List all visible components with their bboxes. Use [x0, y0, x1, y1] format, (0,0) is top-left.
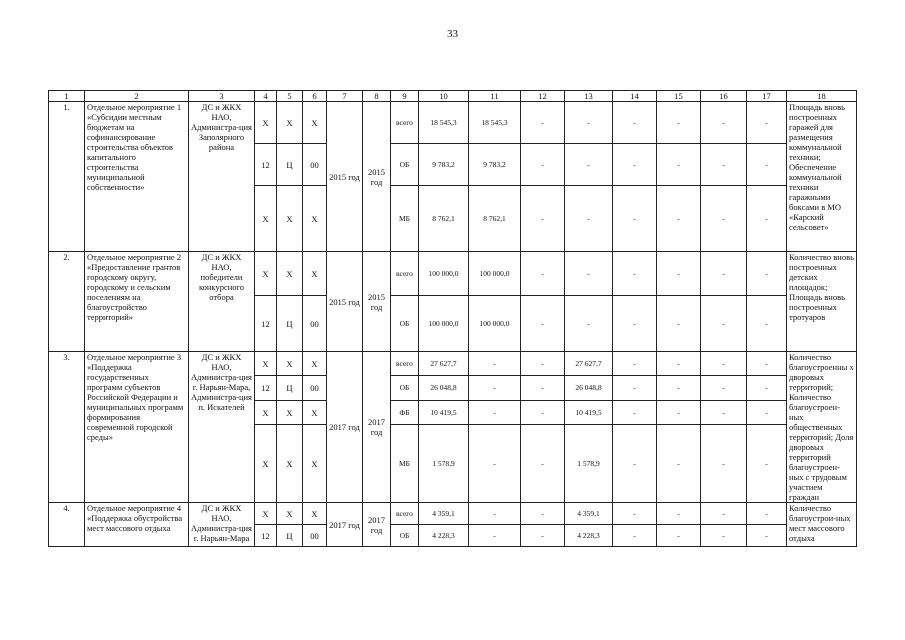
header-row [49, 91, 857, 102]
funding-source: МБ [391, 186, 419, 252]
value-col12: - [521, 376, 565, 400]
value-col16: - [701, 102, 747, 144]
code-col4: 12 [255, 525, 277, 547]
value-col12: - [521, 102, 565, 144]
code-col5: Ц [277, 296, 303, 352]
value-col17: - [747, 400, 787, 424]
col-header: 5 [277, 91, 303, 102]
value-col11: - [469, 525, 521, 547]
value-col14: - [613, 296, 657, 352]
value-col15: - [657, 102, 701, 144]
value-col14: - [613, 186, 657, 252]
funding-source: всего [391, 102, 419, 144]
value-col14: - [613, 252, 657, 296]
value-col10: 27 627,7 [419, 352, 469, 376]
value-col13: 4 228,3 [565, 525, 613, 547]
value-col12: - [521, 400, 565, 424]
code-col6: Х [303, 352, 327, 376]
value-col10: 9 783,2 [419, 144, 469, 186]
value-col14: - [613, 144, 657, 186]
value-col10: 26 048,8 [419, 376, 469, 400]
value-col12: - [521, 144, 565, 186]
value-col14: - [613, 352, 657, 376]
value-col16: - [701, 503, 747, 525]
row-number: 4. [49, 503, 85, 547]
code-col4: Х [255, 503, 277, 525]
code-col4: Х [255, 252, 277, 296]
col-header: 14 [613, 91, 657, 102]
code-col4: Х [255, 352, 277, 376]
value-col10: 4 228,3 [419, 525, 469, 547]
value-col11: 100 000,0 [469, 296, 521, 352]
value-col17: - [747, 252, 787, 296]
code-col6: 00 [303, 296, 327, 352]
value-col10: 8 762,1 [419, 186, 469, 252]
value-col15: - [657, 144, 701, 186]
result-indicator: Количество вновь построенных детских площадок; Площадь вновь построенных тротуаров [787, 252, 857, 352]
code-col6: Х [303, 503, 327, 525]
col-header: 16 [701, 91, 747, 102]
value-col12: - [521, 503, 565, 525]
executor: ДС и ЖКХ НАО, Администра-ция Заполярного района [189, 102, 255, 252]
table-row [49, 252, 857, 296]
row-number: 1. [49, 102, 85, 252]
value-col10: 4 359,1 [419, 503, 469, 525]
value-col17: - [747, 102, 787, 144]
code-col6: 00 [303, 376, 327, 400]
value-col13: 27 627,7 [565, 352, 613, 376]
code-col4: Х [255, 102, 277, 144]
start-year: 2017 год [327, 352, 363, 503]
value-col10: 18 545,3 [419, 102, 469, 144]
code-col6: 00 [303, 525, 327, 547]
col-header: 18 [787, 91, 857, 102]
value-col13: - [565, 296, 613, 352]
value-col14: - [613, 102, 657, 144]
code-col6: Х [303, 102, 327, 144]
end-year: 2015 год [363, 252, 391, 352]
value-col15: - [657, 252, 701, 296]
table-row [49, 102, 857, 144]
table-row [49, 503, 857, 525]
value-col16: - [701, 144, 747, 186]
value-col11: 8 762,1 [469, 186, 521, 252]
value-col11: - [469, 400, 521, 424]
funding-source: всего [391, 503, 419, 525]
value-col11: 100 000,0 [469, 252, 521, 296]
end-year: 2017 год [363, 503, 391, 547]
value-col14: - [613, 376, 657, 400]
event-name: Отдельное мероприятие 1 «Субсидии местным бюджетам на софинансирование строительства объектов капитального строительства муниципальной собственности» [85, 102, 189, 252]
code-col5: Ц [277, 525, 303, 547]
value-col15: - [657, 400, 701, 424]
value-col16: - [701, 400, 747, 424]
value-col11: - [469, 425, 521, 503]
code-col6: Х [303, 400, 327, 424]
col-header: 7 [327, 91, 363, 102]
value-col11: - [469, 503, 521, 525]
value-col17: - [747, 144, 787, 186]
value-col10: 100 000,0 [419, 296, 469, 352]
code-col5: Х [277, 186, 303, 252]
code-col5: Ц [277, 376, 303, 400]
col-header: 6 [303, 91, 327, 102]
start-year: 2015 год [327, 102, 363, 252]
value-col16: - [701, 425, 747, 503]
col-header: 11 [469, 91, 521, 102]
value-col16: - [701, 376, 747, 400]
value-col14: - [613, 425, 657, 503]
result-indicator: Площадь вновь построенных гаражей для размещения коммунальной техники; Обеспечение коммунальной техники гаражными боксами в МО «Карский сельсовет» [787, 102, 857, 252]
col-header: 13 [565, 91, 613, 102]
program-table [48, 90, 857, 547]
table-row [49, 352, 857, 376]
value-col17: - [747, 503, 787, 525]
result-indicator: Количество благоустроенны х дворовых территорий; Количество благоустроен-ных общественных территорий; Доля дворовых территорий благоустроен-ных с трудовым участием граждан [787, 352, 857, 503]
value-col13: 26 048,8 [565, 376, 613, 400]
value-col11: 18 545,3 [469, 102, 521, 144]
executor: ДС и ЖКХ НАО, победители конкурсного отбора [189, 252, 255, 352]
col-header: 4 [255, 91, 277, 102]
start-year: 2015 год [327, 252, 363, 352]
code-col4: 12 [255, 296, 277, 352]
value-col13: - [565, 102, 613, 144]
event-name: Отдельное мероприятие 2 «Предоставление грантов городскому округу, городскому и сельским поселениям на благоустройство территорий» [85, 252, 189, 352]
funding-source: ОБ [391, 144, 419, 186]
code-col4: Х [255, 425, 277, 503]
code-col6: Х [303, 186, 327, 252]
value-col16: - [701, 252, 747, 296]
col-header: 17 [747, 91, 787, 102]
funding-source: ОБ [391, 296, 419, 352]
value-col15: - [657, 503, 701, 525]
code-col4: 12 [255, 376, 277, 400]
code-col6: Х [303, 425, 327, 503]
row-number: 3. [49, 352, 85, 503]
value-col11: 9 783,2 [469, 144, 521, 186]
value-col13: 10 419,5 [565, 400, 613, 424]
value-col15: - [657, 352, 701, 376]
value-col11: - [469, 376, 521, 400]
value-col12: - [521, 252, 565, 296]
value-col13: - [565, 144, 613, 186]
value-col16: - [701, 296, 747, 352]
value-col10: 1 578,9 [419, 425, 469, 503]
col-header: 9 [391, 91, 419, 102]
page-number: 33 [447, 28, 458, 40]
value-col12: - [521, 525, 565, 547]
funding-source: всего [391, 352, 419, 376]
code-col4: Х [255, 400, 277, 424]
col-header: 10 [419, 91, 469, 102]
col-header: 2 [85, 91, 189, 102]
value-col15: - [657, 186, 701, 252]
funding-source: ОБ [391, 525, 419, 547]
start-year: 2017 год [327, 503, 363, 547]
event-name: Отдельное мероприятие 4 «Поддержка обустройства мест массового отдыха [85, 503, 189, 547]
code-col5: Х [277, 352, 303, 376]
value-col17: - [747, 525, 787, 547]
value-col15: - [657, 376, 701, 400]
value-col12: - [521, 425, 565, 503]
value-col16: - [701, 352, 747, 376]
code-col5: Х [277, 252, 303, 296]
funding-source: ФБ [391, 400, 419, 424]
executor: ДС и ЖКХ НАО, Администра-ция г. Нарьян-Мара [189, 503, 255, 547]
value-col10: 100 000,0 [419, 252, 469, 296]
code-col5: Х [277, 503, 303, 525]
code-col5: Х [277, 102, 303, 144]
funding-source: ОБ [391, 376, 419, 400]
value-col12: - [521, 186, 565, 252]
value-col15: - [657, 296, 701, 352]
col-header: 1 [49, 91, 85, 102]
value-col13: 1 578,9 [565, 425, 613, 503]
value-col14: - [613, 503, 657, 525]
value-col17: - [747, 425, 787, 503]
executor: ДС и ЖКХ НАО, Администра-ция г. Нарьян-Мара, Администра-ция п. Искателей [189, 352, 255, 503]
value-col13: - [565, 186, 613, 252]
value-col17: - [747, 352, 787, 376]
code-col4: Х [255, 186, 277, 252]
code-col6: Х [303, 252, 327, 296]
value-col10: 10 419,5 [419, 400, 469, 424]
event-name: Отдельное мероприятие 3 «Поддержка государственных программ субъектов Российской Федерации и муниципальных программ формирования современной городской среды» [85, 352, 189, 503]
funding-source: всего [391, 252, 419, 296]
value-col17: - [747, 376, 787, 400]
col-header: 3 [189, 91, 255, 102]
value-col11: - [469, 352, 521, 376]
value-col13: 4 359,1 [565, 503, 613, 525]
funding-source: МБ [391, 425, 419, 503]
col-header: 12 [521, 91, 565, 102]
code-col6: 00 [303, 144, 327, 186]
end-year: 2015 год [363, 102, 391, 252]
value-col12: - [521, 352, 565, 376]
col-header: 15 [657, 91, 701, 102]
value-col12: - [521, 296, 565, 352]
code-col5: Х [277, 400, 303, 424]
value-col15: - [657, 525, 701, 547]
code-col5: Х [277, 425, 303, 503]
value-col16: - [701, 186, 747, 252]
value-col14: - [613, 525, 657, 547]
col-header: 8 [363, 91, 391, 102]
value-col17: - [747, 296, 787, 352]
code-col4: 12 [255, 144, 277, 186]
value-col14: - [613, 400, 657, 424]
value-col16: - [701, 525, 747, 547]
result-indicator: Количество благоустрои-ных мест массового отдыха [787, 503, 857, 547]
value-col15: - [657, 425, 701, 503]
end-year: 2017 год [363, 352, 391, 503]
row-number: 2. [49, 252, 85, 352]
value-col17: - [747, 186, 787, 252]
value-col13: - [565, 252, 613, 296]
code-col5: Ц [277, 144, 303, 186]
